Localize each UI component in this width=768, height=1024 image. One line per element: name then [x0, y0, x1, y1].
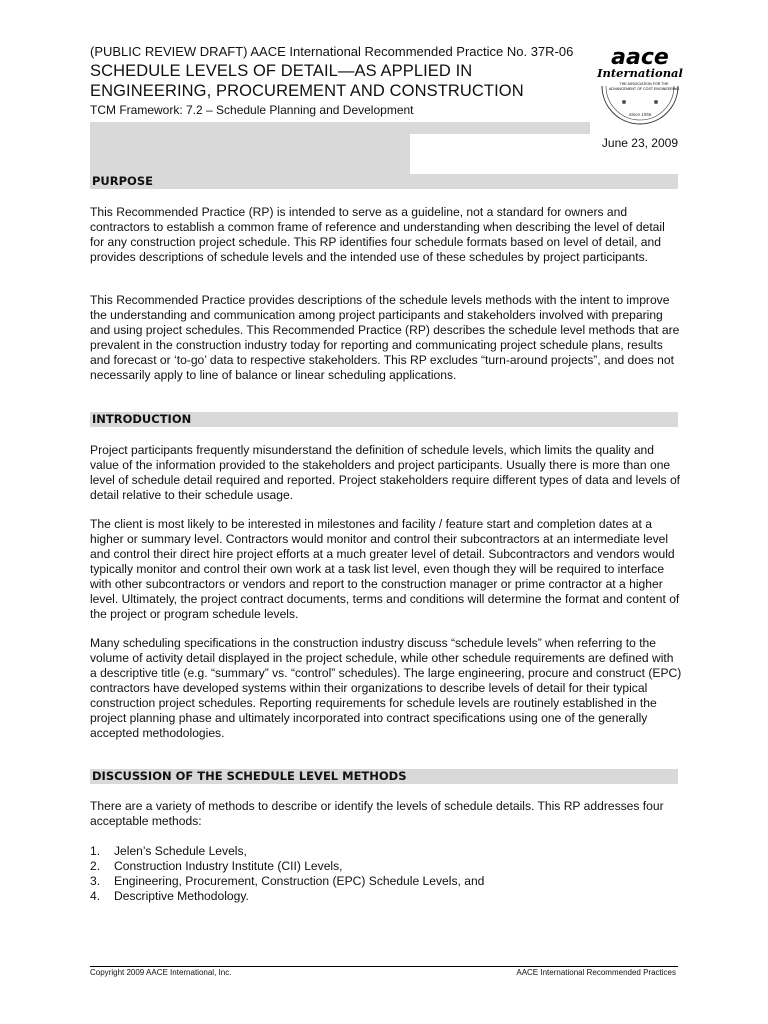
section-heading-purpose: PURPOSE: [90, 174, 678, 189]
footer-copyright: Copyright 2009 AACE International, Inc.: [90, 968, 232, 977]
logo-brand-sub: International: [597, 66, 683, 80]
list-item-number: 4.: [90, 889, 101, 903]
list-item-number: 3.: [90, 874, 101, 888]
header-band: [90, 134, 410, 174]
footer-series: AACE International Recommended Practices: [516, 968, 676, 977]
list-item-text: Descriptive Methodology.: [114, 889, 249, 903]
list-item: [90, 874, 650, 889]
methods-list: [90, 844, 650, 904]
list-item: [90, 859, 650, 874]
logo-tagline-1: THE ASSOCIATION FOR THE: [619, 82, 669, 86]
list-item: [90, 844, 650, 859]
list-item-text: Construction Industry Institute (CII) Levels,: [114, 859, 343, 873]
list-item-number: 2.: [90, 859, 101, 873]
tcm-framework: TCM Framework: 7.2 – Schedule Planning and Development: [90, 103, 414, 117]
section-heading-discussion: DISCUSSION OF THE SCHEDULE LEVEL METHODS: [90, 769, 678, 784]
logo-brand: aace: [611, 45, 669, 70]
footer-divider: [90, 966, 678, 967]
introduction-paragraph-2: The client is most likely to be interested in milestones and facility / feature start and completion dates at a higher or summary level. Contractors would monitor and control their subcontractors at an intermediate level and control their direct hire project efforts at a much greater level of detail. Subcontractors and vendors would typically monitor and control their own work at a task list level, even though they will be required to interface with other subcontractors or vendors and report to the construction manager or prime contractor at a higher level. Ultimately, the project contract documents, terms and conditions will determine the format and content of the project or program schedule levels.: [90, 517, 680, 621]
aace-logo: [596, 42, 684, 130]
section-heading-introduction: INTRODUCTION: [90, 412, 678, 427]
list-item: [90, 889, 650, 904]
introduction-paragraph-1: Project participants frequently misunderstand the definition of schedule levels, which limits the quality and value of the information provided to the stakeholders and project participants. Usually there is more than one level of schedule detail required and reported. Project stakeholders require different types of data and levels of detail relative to their schedule usage.: [90, 443, 681, 502]
list-item-text: Engineering, Procurement, Construction (EPC) Schedule Levels, and: [114, 874, 485, 888]
title-line-1: SCHEDULE LEVELS OF DETAIL—AS APPLIED IN: [90, 62, 473, 80]
purpose-paragraph-1: This Recommended Practice (RP) is intended to serve as a guideline, not a standard for owners and contractors to establish a common frame of reference and understanding when describing the level of detail for any construction project schedule. This RP identifies four schedule formats based on level of detail, and provides descriptions of schedule levels and the intended use of these schedules by project participants.: [90, 205, 665, 264]
discussion-paragraph-1: There are a variety of methods to describe or identify the levels of schedule details. This RP addresses four acceptable methods:: [90, 799, 664, 828]
list-item-text: Jelen’s Schedule Levels,: [114, 844, 247, 858]
document-header: [90, 44, 600, 117]
document-title: [90, 61, 600, 101]
logo-ring-text: Since 1956: [628, 112, 652, 117]
draft-line: (PUBLIC REVIEW DRAFT) AACE International Recommended Practice No. 37R-06: [90, 44, 574, 59]
introduction-paragraph-3: Many scheduling specifications in the construction industry discuss “schedule levels” when referring to the volume of activity detail displayed in the project schedule, while other schedule requirements are defined with a descriptive title (e.g. “summary” vs. “control” schedules). The large engineering, procure and construct (EPC) contractors have developed systems within their organizations to describe levels of detail for their typical construction project schedules. Reporting requirements for schedule levels are routinely established in the project planning phase and ultimately incorporated into contract specifications using one of the generally accepted methodologies.: [90, 636, 682, 740]
document-date: June 23, 2009: [601, 136, 678, 150]
logo-tagline-2: ADVANCEMENT OF COST ENGINEERING: [608, 87, 680, 91]
list-item-number: 1.: [90, 844, 101, 858]
purpose-paragraph-2: This Recommended Practice provides descriptions of the schedule levels methods with the intent to improve the understanding and communication among project participants and stakeholders involved with preparing and using project schedules. This Recommended Practice (RP) describes the schedule level methods that are prevalent in the construction industry today for reporting and communicating project schedule plans, results and forecast or ‘to-go’ data to respective stakeholders. This RP excludes “turn-around projects”, and does not necessarily apply to line of balance or linear scheduling applications.: [90, 293, 680, 382]
title-line-2: ENGINEERING, PROCUREMENT AND CONSTRUCTION: [90, 82, 524, 100]
header-rule: [90, 122, 590, 134]
